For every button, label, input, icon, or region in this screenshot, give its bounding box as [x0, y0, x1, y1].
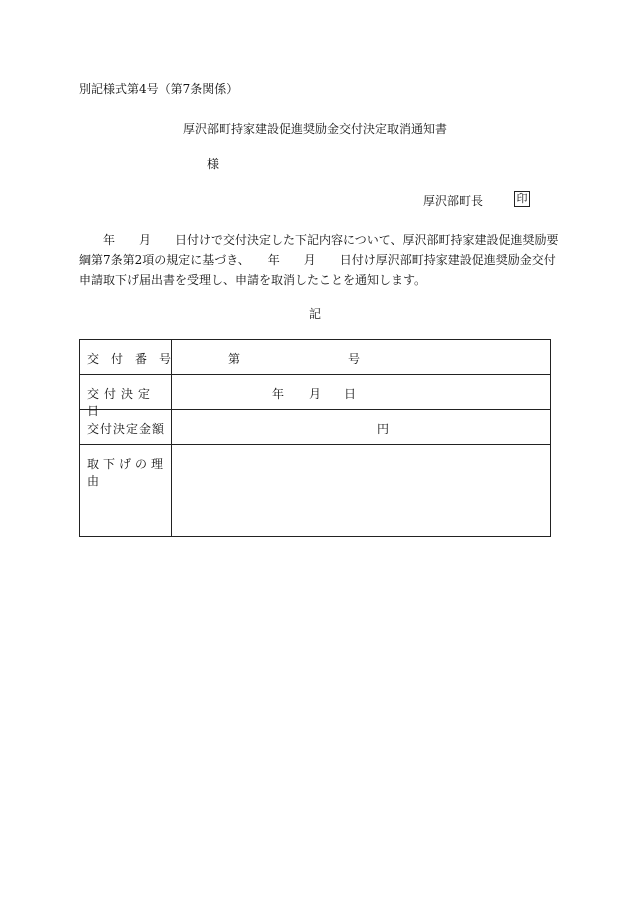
label-cell: [80, 445, 172, 536]
form-number-label: 別記様式第4号（第7条関係）: [79, 82, 239, 96]
notice-body-line-3: 申請取下げ届出書を受理し、申請を取消したことを通知します。: [79, 273, 427, 287]
decision-date-field[interactable]: [172, 375, 550, 409]
decision-date-label: 交付決定日: [87, 387, 156, 418]
grant-amount-field[interactable]: [172, 410, 550, 444]
issuer-name: 厚沢部町長: [423, 194, 484, 208]
date-year-label: 年: [272, 387, 285, 401]
grant-number-label: 交 付 番 号: [87, 352, 172, 366]
table-row-decision-date: [80, 375, 550, 418]
notice-body-line-1: 年 月 日付けで交付決定した下記内容について、厚沢部町持家建設促進奨励要: [79, 233, 559, 247]
grant-number-suffix: 号: [348, 352, 361, 366]
details-table: [79, 339, 551, 537]
record-heading: 記: [308, 307, 321, 321]
label-cell: [80, 340, 172, 374]
notice-body: [79, 230, 557, 290]
currency-unit: 円: [377, 422, 390, 436]
table-row-withdrawal-reason: [80, 445, 550, 536]
withdrawal-reason-label: 取下げの理由: [87, 457, 168, 488]
recipient-honorific: 様: [207, 157, 220, 171]
document-title: 厚沢部町持家建設促進奨励金交付決定取消通知書: [182, 122, 447, 136]
table-row-grant-number: [80, 340, 550, 375]
grant-number-prefix: 第: [228, 352, 241, 366]
table-row-grant-amount: [80, 410, 550, 445]
date-day-label: 日: [344, 387, 357, 401]
seal-stamp-icon: 印: [514, 191, 530, 207]
label-cell: [80, 410, 172, 444]
notice-body-line-2: 綱第7条第2項の規定に基づき、 年 月 日付け厚沢部町持家建設促進奨励金交付: [79, 253, 556, 267]
withdrawal-reason-field[interactable]: [172, 445, 550, 536]
date-month-label: 月: [309, 387, 322, 401]
grant-number-field[interactable]: [172, 340, 550, 374]
grant-amount-label: 交付決定金額: [87, 422, 166, 436]
label-cell: [80, 375, 172, 418]
